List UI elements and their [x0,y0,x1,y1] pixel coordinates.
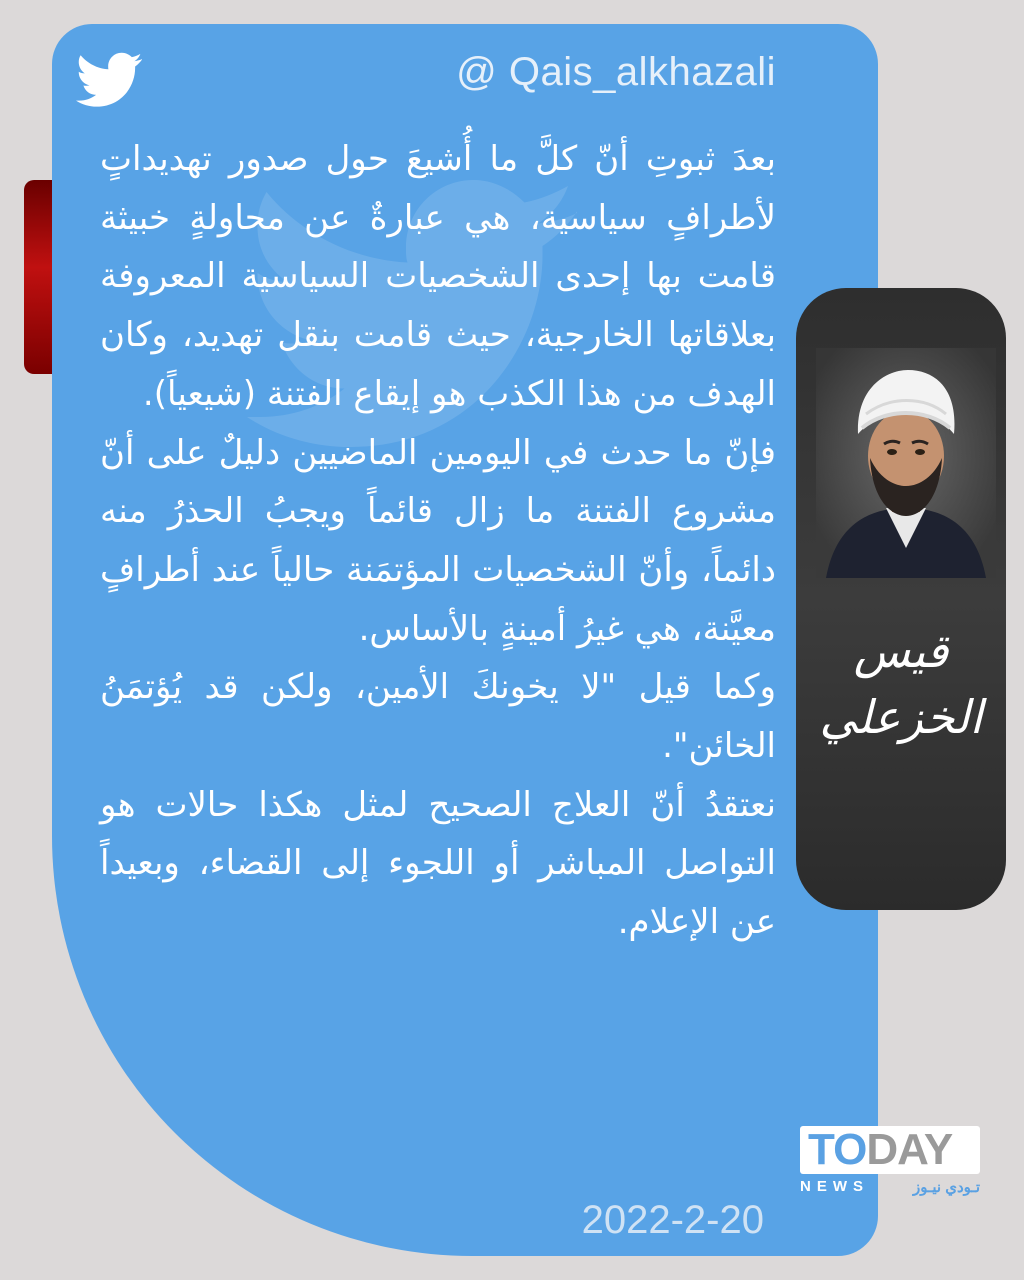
today-logo-subtitle [800,1178,980,1196]
today-logo-box [800,1126,980,1174]
today-logo-arabic: تـودي نيـوز [913,1179,980,1196]
tweet-paragraph: فإنّ ما حدث في اليومين الماضيين دليلٌ على أنّ مشروع الفتنة ما زال قائماً ويجبُ الحذرُ منه دائماً، وأنّ الشخصيات المؤتمَنة حالياً عند أطرافٍ معيَّنة، هي غيرُ أمينةٍ بالأساس. [100,432,776,649]
calligraphy-name: قيس الخزعلي [819,624,983,744]
twitter-handle[interactable]: @ Qais_alkhazali [456,50,776,94]
tweet-paragraph: وكما قيل "لا يخونكَ الأمين، ولكن قد يُؤتمَنُ الخائن". [100,667,776,767]
today-logo-word [808,1125,953,1174]
tweet-paragraph: بعدَ ثبوتِ أنّ كلَّ ما أُشيعَ حول صدور تهديداتٍ لأطرافٍ سياسية، هي عبارةٌ عن محاولةٍ خبيثة قامت بها إحدى الشخصيات السياسية المعروفة بعلاقاتها الخارجية، حيث قامت بنقل تهديد، وكان الهدف من هذا الكذب هو إيقاع الفتنة (شيعياً). [100,139,776,414]
tweet-date: 2022-2-20 [581,1198,764,1242]
tweet-paragraph: نعتقدُ أنّ العلاج الصحيح لمثل هكذا حالات هو التواصل المباشر أو اللجوء إلى القضاء، وبعيداً عن الإعلام. [100,784,776,943]
today-news-logo [800,1126,980,1198]
today-logo-news: NEWS [800,1178,869,1195]
today-logo-to: TO [808,1125,867,1174]
twitter-bird-icon [76,52,142,108]
portrait-panel [796,288,1006,910]
tweet-text [100,130,776,952]
today-logo-day: DAY [866,1125,953,1174]
portrait-image [816,348,996,578]
